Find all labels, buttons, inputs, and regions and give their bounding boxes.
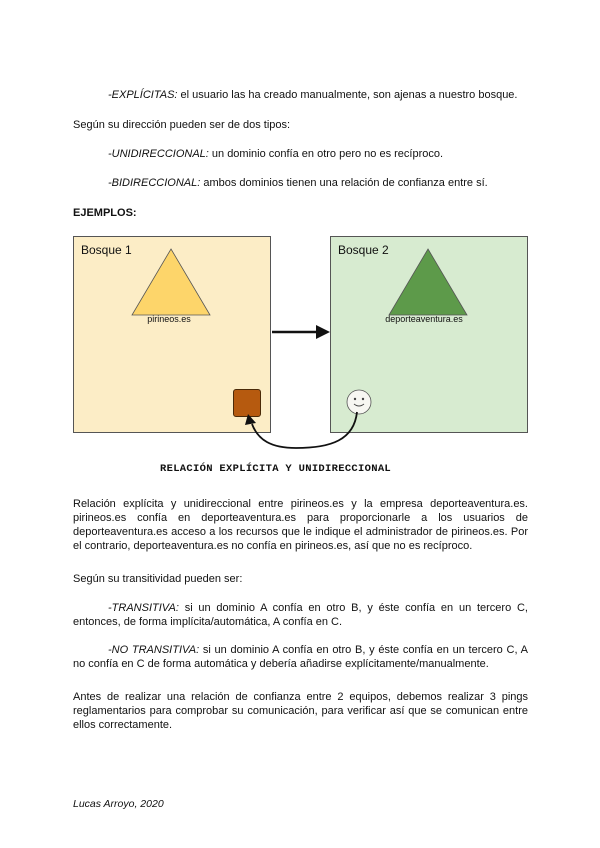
transitividad-intro: Según su transitividad pueden ser: — [73, 573, 243, 585]
pings-text: Antes de realizar una relación de confianza entre 2 equipos, debemos realizar 3 pings reglamentarios para comprobar su comunicación, para verificar así que se comunican entre ellos correctamente. — [73, 691, 528, 731]
text-unidireccional: un dominio confía en otro pero no es recíproco. — [208, 148, 444, 160]
forest-1-triangle-icon — [130, 247, 212, 317]
ejemplos-heading: EJEMPLOS: — [73, 207, 137, 219]
pings-paragraph — [73, 690, 528, 732]
bullet-transitiva — [73, 601, 528, 629]
forest-2-box — [330, 236, 528, 433]
text-transitiva: si un dominio A confía en otro B, y éste confía en un tercero C, entonces, de forma implícita/automática, A confía en C. — [73, 602, 528, 628]
forest-2-triangle-icon — [387, 247, 469, 317]
direccion-intro: Según su dirección pueden ser de dos tipos: — [73, 119, 291, 131]
text-explicitas: el usuario las ha creado manualmente, son ajenas a nuestro bosque. — [177, 89, 518, 101]
forest-1-title: Bosque 1 — [81, 243, 132, 257]
term-transitiva: -TRANSITIVA: — [108, 602, 179, 614]
bullet-bidireccional — [108, 176, 488, 190]
term-bidireccional: -BIDIRECCIONAL: — [108, 177, 201, 189]
explanation-paragraph — [73, 497, 528, 553]
footer-author: Lucas Arroyo, 2020 — [73, 798, 164, 810]
term-no-transitiva: -NO TRANSITIVA: — [108, 644, 200, 656]
forest-1-domain: pirineos.es — [147, 314, 191, 324]
text-no-transitiva: si un dominio A confía en otro B, y éste confía en un tercero C, A no confía en C de forma automática y debería añadirse explícitamente/manualmente. — [73, 644, 528, 670]
diagram-caption: RELACIÓN EXPLÍCITA Y UNIDIRECCIONAL — [160, 463, 392, 475]
bullet-explicitas — [108, 88, 517, 102]
bullet-no-transitiva — [73, 643, 528, 671]
forest-2-title: Bosque 2 — [338, 243, 389, 257]
access-curved-arrow-icon — [236, 410, 366, 452]
explanation-text: Relación explícita y unidireccional entre pirineos.es y la empresa deporteaventura.es. pirineos.es confía en deporteaventura.es para proporcionarle a los usuarios de deporteaventura.es acceso a los recursos que le indique el administrador de pirineos.es. Por el contrario, deporteaventura.es no confía en pirineos.es, así que no es recíproco. — [73, 498, 528, 552]
trust-arrow-icon — [270, 322, 332, 342]
text-bidireccional: ambos dominios tienen una relación de confianza entre sí. — [200, 177, 488, 189]
term-unidireccional: -UNIDIRECCIONAL: — [108, 148, 209, 160]
bullet-unidireccional — [108, 147, 443, 161]
forest-2-domain: deporteaventura.es — [385, 314, 463, 324]
forest-1-box — [73, 236, 271, 433]
term-explicitas: -EXPLÍCITAS: — [108, 89, 178, 101]
